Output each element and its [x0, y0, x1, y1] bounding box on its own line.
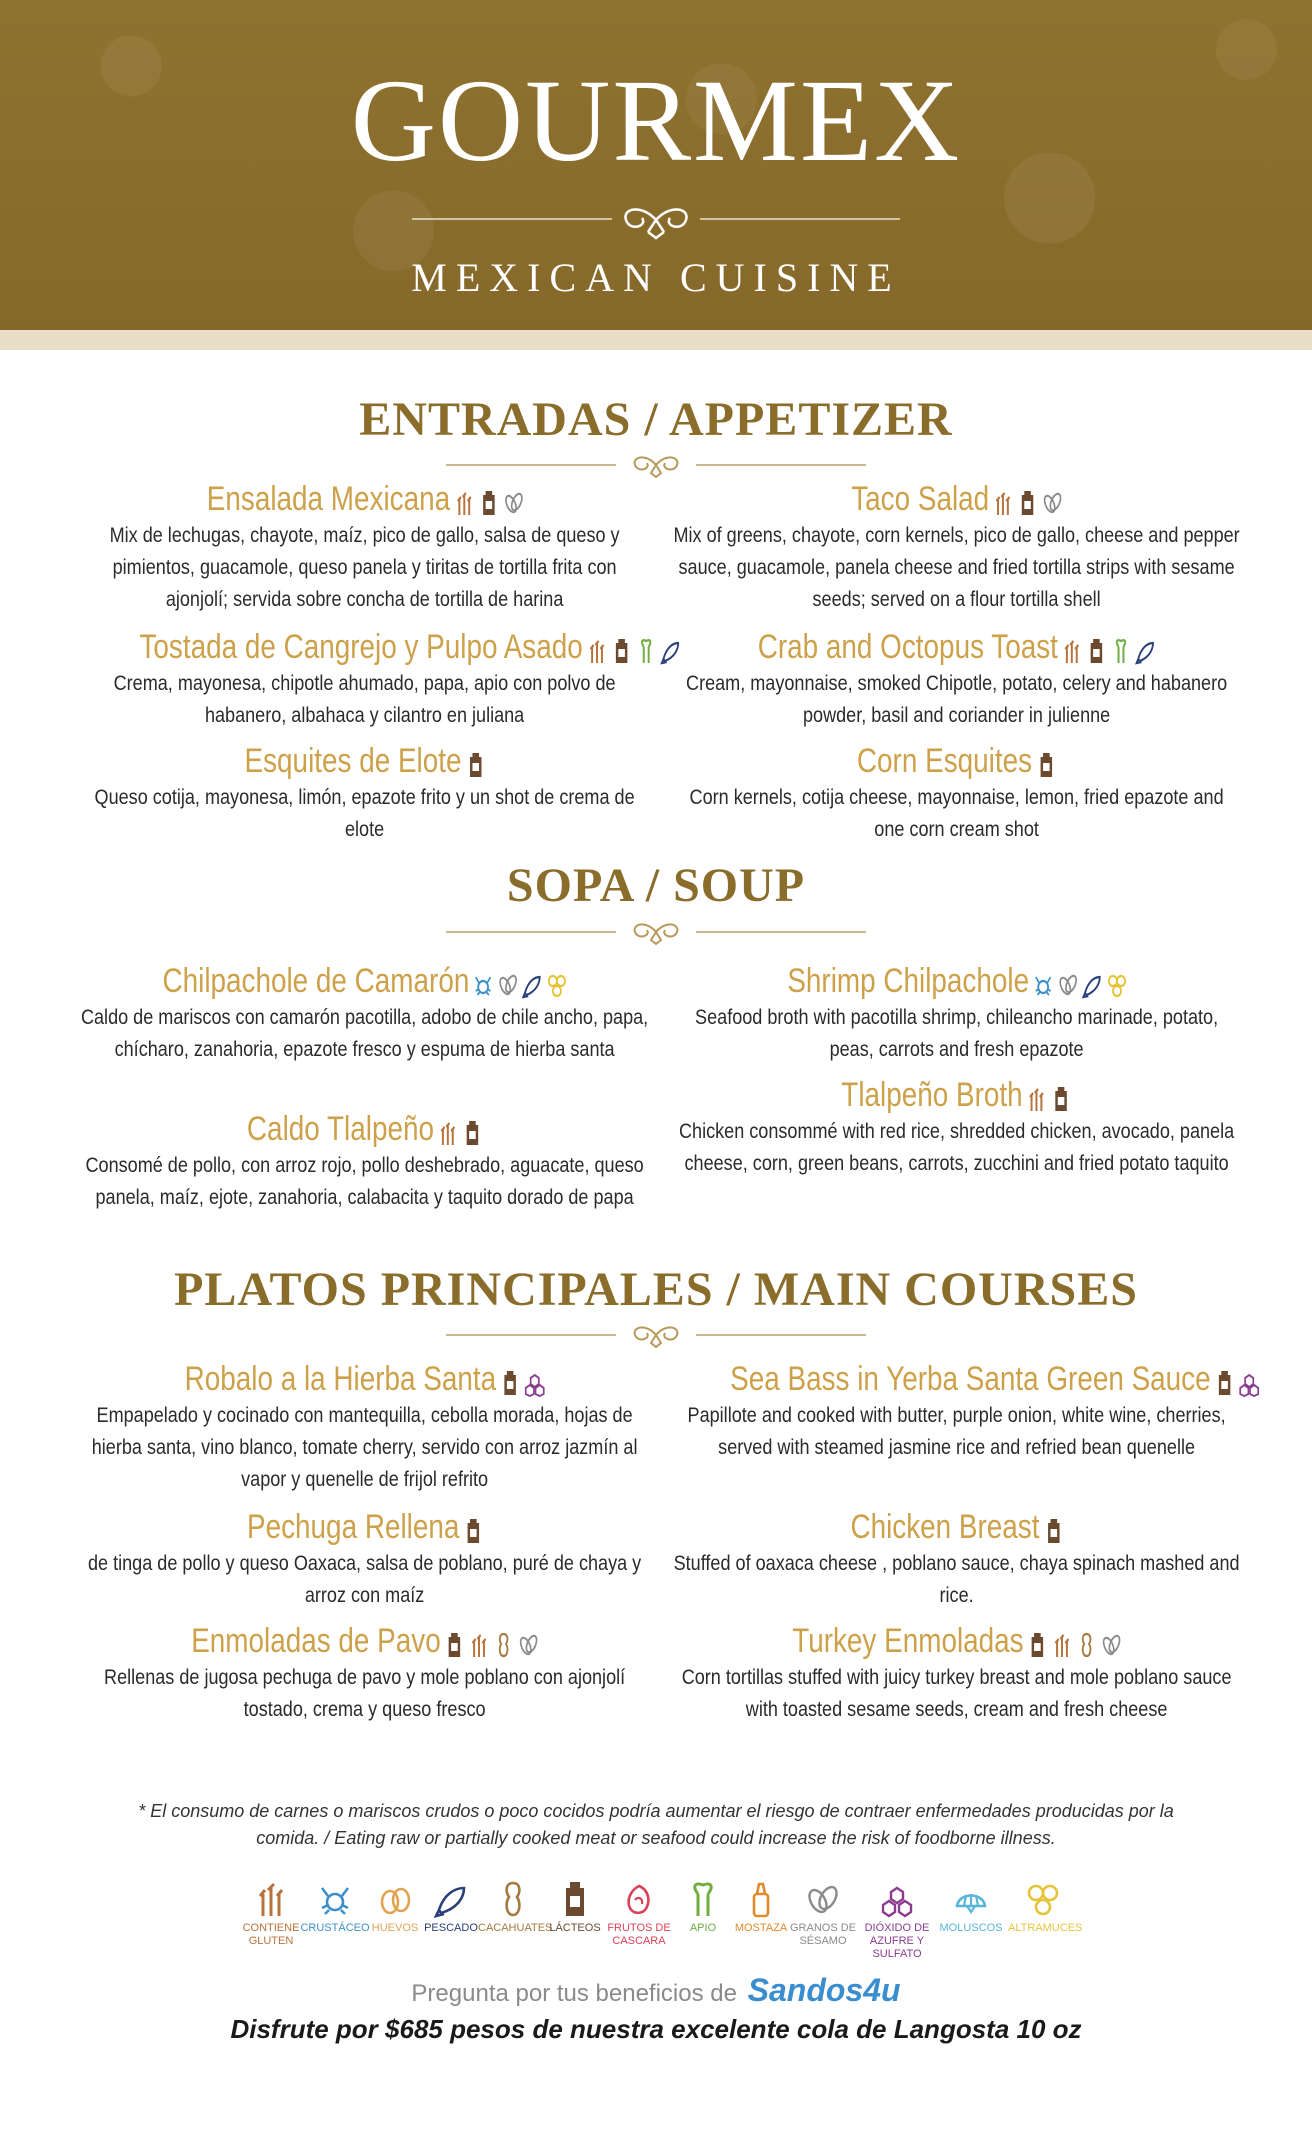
dish-pechuga-rellena — [80, 1506, 650, 1612]
dish-description: de tinga de pollo y queso Oaxaca, salsa de poblano, puré de chaya y arroz con maíz — [88, 1552, 642, 1607]
legend-mustard — [726, 1880, 796, 1935]
brand-logo: GOURMEX — [350, 55, 962, 186]
dish-description: Consomé de pollo, con arroz rojo, pollo deshebrado, aguacate, queso panela, maíz, ejote, zanahoria, calabacita y taquito dorado de papa — [85, 1154, 645, 1209]
legend-label: MOLUSCOS — [939, 1922, 1003, 1934]
dish-chicken-breast — [672, 1506, 1242, 1612]
dish-name: Taco Salad — [851, 480, 990, 518]
legend-label: CACAHUATES — [478, 1922, 553, 1934]
lupin-icon — [1106, 967, 1127, 995]
flourish-ornament-icon — [626, 1321, 686, 1349]
legend-dairy — [540, 1880, 610, 1935]
gluten-icon — [437, 1115, 458, 1143]
dish-enmoladas-pavo — [80, 1620, 650, 1726]
dish-robalo-hierba-santa — [80, 1358, 650, 1496]
legend-label: PESCADO — [424, 1922, 478, 1934]
egg-icon — [377, 1880, 413, 1918]
legend-label: HUEVOS — [371, 1922, 419, 1934]
legend-peanut — [478, 1880, 553, 1935]
food-safety-disclaimer: * El consumo de carnes o mariscos crudos o poco cocidos podría aumentar el riesgo de contraer enfermedades producidas por la comida. / Eating raw or partially cooked meat or seafood could increase the risk of foodborne illness. — [138, 1801, 1174, 1848]
crustacean-icon — [317, 1880, 353, 1918]
dairy-icon — [462, 1513, 483, 1541]
mollusc-icon — [953, 1880, 989, 1918]
dish-description: Crema, mayonesa, chipotle ahumado, papa, apio con polvo de habanero, albahaca y cilantro en juliana — [114, 672, 616, 727]
dairy-icon — [557, 1880, 593, 1918]
gluten-icon — [453, 485, 474, 513]
dish-taco-salad — [672, 478, 1242, 616]
legend-gluten — [236, 1880, 306, 1948]
dish-name: Ensalada Mexicana — [206, 480, 450, 518]
dish-turkey-enmoladas — [672, 1620, 1242, 1726]
section-rule — [446, 1334, 616, 1336]
fish-icon — [433, 1880, 469, 1918]
fish-icon — [1135, 633, 1156, 661]
dish-name: Caldo Tlalpeño — [246, 1110, 434, 1148]
flourish-ornament-icon — [626, 918, 686, 946]
dairy-icon — [1214, 1365, 1235, 1393]
dish-crab-octopus-toast — [672, 626, 1242, 732]
dish-name: Chilpachole de Camarón — [162, 962, 470, 1000]
legend-label: CONTIENE GLUTEN — [242, 1922, 300, 1947]
flourish-ornament-icon — [626, 451, 686, 479]
dish-ensalada-mexicana — [80, 478, 650, 616]
dish-description: Chicken consommé with red rice, shredded chicken, avocado, panela cheese, corn, green beans, carrots, zucchini and fried potato taquito — [679, 1120, 1235, 1175]
legend-nut — [604, 1880, 674, 1948]
dish-description: Queso cotija, mayonesa, limón, epazote frito y un shot de crema de elote — [94, 786, 636, 841]
dish-corn-esquites — [672, 740, 1242, 846]
crustacean-icon — [1032, 967, 1053, 995]
dish-esquites-elote — [80, 740, 650, 846]
sulphite-icon — [1239, 1365, 1260, 1393]
dish-name: Turkey Enmoladas — [792, 1622, 1024, 1660]
sesame-icon — [805, 1880, 841, 1918]
gluten-icon — [1061, 633, 1082, 661]
dairy-icon — [611, 633, 632, 661]
legend-label: FRUTOS DE CASCARA — [607, 1922, 671, 1947]
dish-description: Mix of greens, chayote, corn kernels, pico de gallo, cheese and pepper sauce, guacamole, panela cheese and fried tortilla strips with sesame seeds; served on a flour tortilla shell — [673, 524, 1241, 611]
lobster-offer: Disfrute por $685 pesos de nuestra excelente cola de Langosta 10 oz — [230, 2014, 1082, 2044]
sesame-icon — [1101, 1627, 1122, 1655]
fish-icon — [1081, 967, 1102, 995]
section-rule — [446, 931, 616, 933]
dish-sea-bass — [672, 1358, 1242, 1464]
sulphite-icon — [524, 1365, 545, 1393]
dish-tostada-cangrejo — [80, 626, 650, 732]
sulphite-icon — [879, 1880, 915, 1918]
dairy-icon — [1042, 1513, 1063, 1541]
gluten-icon — [253, 1880, 289, 1918]
lupin-icon — [546, 967, 567, 995]
dish-description: Caldo de mariscos con camarón pacotilla, adobo de chile ancho, papa, chícharo, zanahoria, epazote fresco y espuma de hierba santa — [81, 1006, 649, 1061]
gluten-icon — [586, 633, 607, 661]
peanut-icon — [493, 1627, 514, 1655]
dairy-icon — [1017, 485, 1038, 513]
section-rule — [446, 464, 616, 466]
legend-mollusc — [936, 1880, 1006, 1935]
header-strip — [0, 330, 1312, 350]
header-rule-left — [412, 218, 612, 220]
dish-description: Empapelado y cocinado con mantequilla, cebolla morada, hojas de hierba santa, vino blanco, tomate cherry, servido con arroz jazmín al vapor y quenelle de frijol refrito — [92, 1404, 638, 1491]
loyalty-promo — [0, 1972, 1312, 2009]
crustacean-icon — [473, 967, 494, 995]
legend-fish — [416, 1880, 486, 1935]
sandos4u-logo: Sandos4u — [747, 1972, 901, 2008]
section-rule — [696, 931, 866, 933]
dish-caldo-tlalpeno — [80, 1108, 650, 1214]
dish-name: Tostada de Cangrejo y Pulpo Asado — [139, 628, 583, 666]
legend-label: DIÓXIDO DE AZUFRE Y SULFATO — [864, 1922, 930, 1960]
dish-description: Stuffed of oaxaca cheese , poblano sauce, chaya spinach mashed and rice. — [674, 1552, 1240, 1607]
dish-name: Sea Bass in Yerba Santa Green Sauce — [730, 1360, 1211, 1398]
dish-name: Tlalpeño Broth — [841, 1076, 1024, 1114]
legend-label: CRUSTÁCEO — [300, 1922, 370, 1934]
header-subtitle: MEXICAN CUISINE — [411, 255, 901, 300]
gluten-icon — [992, 485, 1013, 513]
fish-icon — [522, 967, 543, 995]
dairy-icon — [1036, 747, 1057, 775]
dish-name: Esquites de Elote — [244, 742, 462, 780]
dish-description: Rellenas de jugosa pechuga de pavo y mole poblano con ajonjolí tostado, crema y queso fresco — [104, 1666, 626, 1721]
legend-lupin — [1008, 1880, 1083, 1935]
dish-description: Corn tortillas stuffed with juicy turkey breast and mole poblano sauce with toasted sesame seeds, cream and fresh cheese — [682, 1666, 1232, 1721]
dairy-icon — [1027, 1627, 1048, 1655]
dairy-icon — [462, 1115, 483, 1143]
section-rule — [696, 1334, 866, 1336]
gluten-icon — [1026, 1081, 1047, 1109]
dish-description: Seafood broth with pacotilla shrimp, chileancho marinade, potato, peas, carrots and fresh epazote — [695, 1006, 1219, 1061]
mustard-icon — [743, 1880, 779, 1918]
section-title-soup: SOPA / SOUP — [506, 859, 806, 912]
dish-shrimp-chilpachole — [672, 960, 1242, 1066]
legend-sulphite — [854, 1880, 940, 1961]
gluten-icon — [468, 1627, 489, 1655]
dish-name: Corn Esquites — [857, 742, 1033, 780]
dish-name: Crab and Octopus Toast — [757, 628, 1058, 666]
dairy-icon — [464, 747, 485, 775]
dish-name: Pechuga Rellena — [246, 1508, 459, 1546]
dish-description: Corn kernels, cotija cheese, mayonnaise, lemon, fried epazote and one corn cream shot — [689, 786, 1225, 841]
header-rule-right — [700, 218, 900, 220]
celery-icon — [685, 1880, 721, 1918]
dairy-icon — [444, 1627, 465, 1655]
legend-label: APIO — [689, 1922, 717, 1934]
sesame-icon — [1042, 485, 1063, 513]
dish-name: Shrimp Chilpachole — [786, 962, 1029, 1000]
dish-description: Mix de lechugas, chayote, maíz, pico de gallo, salsa de queso y pimientos, guacamole, queso panela y tiritas de tortilla frita con ajonjolí; servida sobre concha de tortilla de harina — [109, 524, 620, 611]
dish-chilpachole-camaron — [80, 960, 650, 1066]
dish-name: Enmoladas de Pavo — [191, 1622, 441, 1660]
flourish-ornament-icon — [612, 200, 700, 240]
nut-icon — [621, 1880, 657, 1918]
allergen-legend — [236, 1880, 1086, 1960]
peanut-icon — [495, 1880, 531, 1918]
legend-label: LÁCTEOS — [549, 1922, 601, 1934]
dish-description: Papillote and cooked with butter, purple onion, white wine, cherries, served with steamed jasmine rice and refried bean quenelle — [687, 1404, 1227, 1459]
legend-label: ALTRAMUCES — [1008, 1922, 1083, 1934]
dish-name: Robalo a la Hierba Santa — [184, 1360, 497, 1398]
sesame-icon — [497, 967, 518, 995]
legend-label: MOSTAZA — [734, 1922, 788, 1934]
section-rule — [696, 464, 866, 466]
gluten-icon — [1051, 1627, 1072, 1655]
legend-sesame — [788, 1880, 858, 1948]
legend-label: GRANOS DE SÉSAMO — [789, 1922, 856, 1947]
celery-icon — [1110, 633, 1131, 661]
sesame-icon — [518, 1627, 539, 1655]
dairy-icon — [478, 485, 499, 513]
sesame-icon — [502, 485, 523, 513]
celery-icon — [635, 633, 656, 661]
dish-description: Cream, mayonnaise, smoked Chipotle, potato, celery and habanero powder, basil and coriander in julienne — [686, 672, 1228, 727]
dairy-icon — [1051, 1081, 1072, 1109]
section-title-main: PLATOS PRINCIPALES / MAIN COURSES — [174, 1263, 1138, 1316]
lupin-icon — [1025, 1880, 1061, 1918]
dish-name: Chicken Breast — [850, 1508, 1040, 1546]
dish-tlalpeno-broth — [672, 1074, 1242, 1180]
section-title-appetizer: ENTRADAS / APPETIZER — [359, 393, 953, 446]
sesame-icon — [1057, 967, 1078, 995]
dairy-icon — [499, 1365, 520, 1393]
dairy-icon — [1086, 633, 1107, 661]
peanut-icon — [1076, 1627, 1097, 1655]
promo-text: Pregunta por tus beneficios de — [411, 1980, 737, 2007]
